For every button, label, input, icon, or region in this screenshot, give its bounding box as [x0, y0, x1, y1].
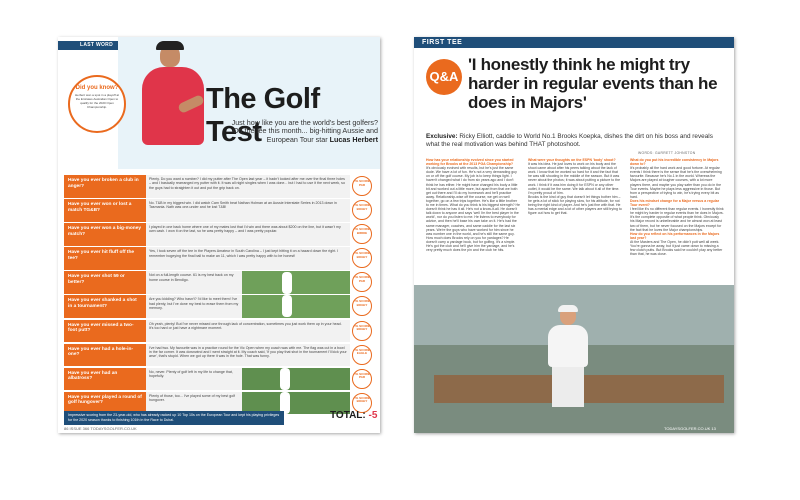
- score-badge: [352, 296, 372, 316]
- answer-cell: Oh yeah, plenty! But I've never missed one through lack of concentration, sometimes you just work them up in your head. It's too hard or just have a nightmare moment.: [146, 320, 350, 343]
- article-column: [630, 158, 724, 256]
- inset-photo: [242, 295, 350, 318]
- did-you-know-body: Herbert won a spot in a playoff at the Emirates Australian Open to qualify for the 2020 Open Championship.: [75, 93, 119, 109]
- question-cell: Have you ever hit fluff off the tee?: [64, 247, 146, 270]
- column-text: It's obviously evolved with results, but he's just the same dude. We have a lot of fun. He's not a very demanding guy on or off the golf course. My job is to keep things light. I haven't changed what I do from six years ago and I don't think he has either. He might have changed his body a little bit and worked out a little more, but apart from that we both get out there and I'll do my homework and he'll practice away. Relationship-wise off the course, we get on well together, go on a few trips together. He's like a little brother to me in times. What do you think is his biggest strength? He doesn't think he has it all. He's not a know-it-all. He doesn't talk down to anyone and says 'well I'm the best player in the world', nor do you listen to me. He listens to everybody for advice, and then he'll base his own take on it. He's had the same manager, coaches, and same caddie for the last six years. We're the guys who have worked for him since he was number one in the world, and he's still the same guy. How much does Brooks rely on you for yardages? He doesn't carry a yardage book, but for golfing, it's a simple. He's got the club and he'll give him the yardage, and he's very pretty much does the pin and the club he hits.: [426, 166, 520, 253]
- score-badge: [352, 272, 372, 292]
- total-value: -5: [368, 410, 378, 421]
- question-row: [64, 368, 374, 391]
- section-label: LAST WORD: [80, 42, 113, 48]
- answer-cell: Plenty of those, too... I've played some of my best golf hungover.: [146, 392, 242, 415]
- inset-golfer: [282, 295, 292, 317]
- caddie-photo: [414, 285, 734, 433]
- question-row: [64, 175, 374, 198]
- question-cell: Have you ever shot 59 or better?: [64, 271, 146, 294]
- score-value: BOGEY: [356, 206, 368, 211]
- question-heading: What were your thoughts on the ESPN 'body' shoot?: [528, 158, 616, 162]
- photo-person: [546, 307, 590, 427]
- score-badge: [352, 369, 372, 389]
- score-label: TG SCORE: [354, 179, 370, 183]
- total-label: TOTAL:: [330, 410, 366, 421]
- score-value: BIRDIE: [356, 230, 368, 235]
- score-value: BOGEY: [356, 303, 368, 308]
- question-row: [64, 223, 374, 246]
- page-folio: 86 ISSUE 366 TODAYSGOLFER.CO.UK: [64, 426, 137, 431]
- inset-photo: [242, 368, 350, 391]
- score-badge: [352, 248, 372, 268]
- question-row: [64, 247, 374, 270]
- question-heading: Does his mindset change for a Major versus a regular Tour event?: [630, 198, 720, 208]
- page-title: The Golf Test: [206, 83, 320, 148]
- answer-cell: Yes, I took seven off the tee in the Players Amateur in South Carolina – I just kept hitting it on a hazard down the right. I remember bogeying the final ball to make an 11, which I was pretty happy with to be honest!: [146, 247, 350, 270]
- section-label: FIRST TEE: [422, 39, 463, 46]
- question-heading: How has your relationship evolved since you started working for Brooks at the 2013 PGA Championship?: [426, 158, 514, 167]
- question-heading: How do you reflect on his performances in the Majors last year?: [630, 231, 720, 240]
- score-label: TG SCORE: [354, 323, 370, 328]
- score-label: TG SCORE: [354, 299, 370, 304]
- score-label: TG SCORE: [354, 275, 370, 280]
- question-cell: Have you ever broken a club in anger?: [64, 175, 146, 198]
- page-folio: TODAYSGOLFER.CO.UK 13: [664, 426, 716, 431]
- question-cell: Have you ever won a big-money match?: [64, 223, 146, 246]
- article-standfirst: [426, 133, 726, 148]
- hero-golfer-photo: [138, 39, 208, 169]
- person-cap: [558, 305, 578, 312]
- score-value: BOGEY: [356, 254, 368, 259]
- person-trousers: [552, 367, 584, 407]
- did-you-know-title: Did you know?: [75, 85, 119, 91]
- left-page: [58, 37, 380, 433]
- inset-photo: [242, 271, 350, 294]
- score-value: BOGEY: [356, 399, 368, 404]
- question-cell: Have you ever won or lost a match TG&B?: [64, 199, 146, 222]
- question-row: [64, 271, 374, 294]
- score-label: TG SCORE: [354, 371, 370, 376]
- score-label: TG SCORE: [354, 347, 370, 352]
- column-text: At the Masters and The Open, he didn't putt well all week. You're gonna be away, but it just came down to missing a few clutch putts. But Brooks said he couldn't play any better than that, he was close.: [630, 239, 723, 257]
- question-cell: Have you ever played a round of golf hungover?: [64, 392, 146, 415]
- qa-badge: Q&A: [426, 59, 462, 95]
- column-text: Brooks is the kind of guy that doesn't let things bother him – he gets a lot of stick for playing slow, for his attitude, for not being the right kind of player. And he's just fine with that. He has a mental edge and a lot of other players are still trying to figure out how to get that.: [528, 194, 622, 216]
- score-badge: [352, 321, 372, 341]
- score-badge: [352, 200, 372, 220]
- answer-cell: Are you kidding? Who hasn't? I'd like to meet them! I've had plenty, but I've done my best to erase them from my memory.: [146, 295, 242, 318]
- question-heading: What do you put his incredible consistency in Majors down to?: [630, 158, 719, 167]
- golfer-cap: [156, 41, 184, 50]
- inset-golfer: [282, 272, 292, 294]
- score-value: BOGEY: [356, 327, 368, 332]
- question-row: [64, 199, 374, 222]
- column-text: It was his idea. He just loves to work on his body and the shoot came about after his peers talking about the lack of work. I know that he worked so hard for it and the fact that he was still shooting in the middle of the season. But it was never about the photos; it was about putting a picture to the work. I think if it was him doing it for ESPN or any other outlet, it would be the same. We talk about it all of the time. I'm pretty proud of him.: [528, 162, 621, 195]
- byline: WORDS: GARRETT JOHNSTON: [638, 151, 696, 155]
- answer-cell: Not on a full-length course. 61 is my best back on my home course in Bendigo.: [146, 271, 242, 294]
- standfirst: [228, 119, 378, 144]
- answer-cell: No, never. Plenty of golf left in my life to change that, hopefully.: [146, 368, 242, 391]
- score-value: PAR: [358, 375, 366, 380]
- standfirst-lead: Exclusive:: [426, 133, 460, 140]
- answer-cell: Plenty. Do you want a number? I did my putter after The Open last year – it hadn't looked after me over the final three holes – and I basically rearranged my putter with it. It was all night singles when I was done... but I had to use it the next week, so the guys had to straighten it out and put the grip back on.: [146, 175, 350, 198]
- answer-cell: No. T&B in my biggest win. I did watch Cam Smith beat Nathan Holman at an Aussie Interstate Series in 2013 down in Tasmania. Nath was one-under and he lost T&B!: [146, 199, 350, 222]
- question-rows: [64, 175, 374, 416]
- question-cell: Have you ever had a hole-in-one?: [64, 344, 146, 367]
- answer-cell: I played in one back home where one of my mates lost that I'd win and there was about $200 on the line, but it wasn't my own cash. I won it on the last, so he was pretty happy – and I was pretty popular.: [146, 223, 350, 246]
- column-text: It's probably all the hard work and good fortune. At regular events I think there is the sense that he's the overwhelming favourite. Because he's No.1 in the world. Whereas the Majors are played at tougher courses, with a lot more players there, and maybe you play safer than you do in the Tour events. Maybe he plays less aggressive in those. But from a perspective of trying to win, he's trying every bit as hard.: [630, 166, 722, 199]
- question-cell: Have you ever missed a two-foot putt?: [64, 320, 146, 343]
- column-text: I feel like it's no different than regular events. I honestly think he might try harder in regular events than he does in Majors. It's the complete opposite of what people think. Obviously his Major record is unbelievable and he almost won at least two of them, but he never focused on the Majors except for the fact that he loves the Major championships.: [630, 207, 724, 232]
- score-label: TG SCORE: [354, 203, 370, 208]
- person-shirt: [548, 325, 588, 367]
- score-value: PAR: [358, 278, 366, 283]
- standfirst-body: Ricky Elliott, caddie to World No.1 Brooks Koepka, dishes the dirt on his boss and reveals what the real motivation was behind THAT photoshoot.: [426, 133, 713, 148]
- summary-box: Impressive scoring from the 23-year-old, who has already racked up 10 Top 10s on the European Tour and kept his playing privileges for the 2020 season thanks to finishing 101th in the Race to Dubai.: [64, 411, 284, 425]
- score-value: PAR: [358, 182, 366, 187]
- question-row: [64, 295, 374, 318]
- question-cell: Have you ever had an albatross?: [64, 368, 146, 391]
- score-value: EAGLE: [356, 351, 368, 356]
- score-label: TG SCORE: [354, 227, 370, 232]
- question-cell: Have you ever shanked a shot in a tournament?: [64, 295, 146, 318]
- did-you-know-badge: [68, 75, 126, 133]
- article-column: [528, 158, 622, 280]
- question-row: [64, 320, 374, 343]
- inset-golfer: [280, 368, 290, 390]
- answer-cell: I've had two. My favourite was in a practice round for the Vic Open when my coach was with me. The flag was cut in a bowl in the far corner. It was downwind and I went straight at it. My coach said, 'If you play that shot in the tournament I'll kick your arse', that's stupid. When we got up there it was in the hole. That was funny.: [146, 344, 350, 367]
- question-row: [64, 344, 374, 367]
- score-badge: [352, 345, 372, 365]
- article-title: 'I honestly think he might try harder in regular events than he does in Majors': [468, 55, 718, 112]
- score-label: TG SCORE: [354, 395, 370, 400]
- standfirst-text: Just how like you are the world's best golfers? On the tee this month... big-hitting Aussie and European Tour star: [231, 118, 378, 144]
- score-badge: [352, 176, 372, 196]
- standfirst-name: Lucas Herbert: [329, 134, 378, 144]
- article-column: [426, 158, 520, 252]
- score-label: TG SCORE: [354, 251, 370, 256]
- score-badge: [352, 224, 372, 244]
- total-score: [330, 410, 377, 421]
- right-page: [414, 37, 734, 433]
